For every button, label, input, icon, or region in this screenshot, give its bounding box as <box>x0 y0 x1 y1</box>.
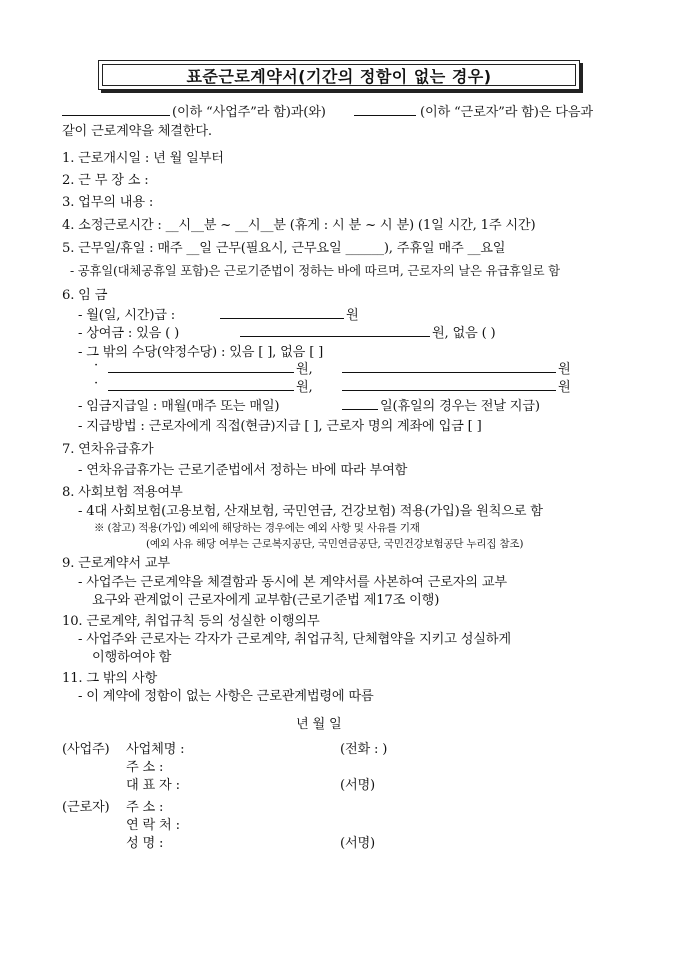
wage-monthly-unit: 원 <box>346 308 359 323</box>
intro-line2: 같이 근로계약을 체결한다. <box>62 124 212 139</box>
employer-sign: (서명) <box>340 778 375 793</box>
page-title: 표준근로계약서(기간의 정함이 없는 경우) <box>186 66 492 86</box>
insurance-note-2: (예외 사유 해당 여부는 근로복지공단, 국민연금공단, 국민건강보험공단 누리집 참조) <box>146 538 524 550</box>
payday-field[interactable] <box>342 397 378 414</box>
allowance-bullet-1: · <box>94 358 98 373</box>
item-holiday-note: - 공휴일(대체공휴일 포함)은 근로기준법이 정하는 바에 따르며, 근로자의 날은 유급휴일로 함 <box>70 263 560 278</box>
bonus-unit: 원, 없음 ( ) <box>432 326 496 341</box>
delivery-desc-1: - 사업주는 근로계약을 체결함과 동시에 본 계약서를 사본하여 근로자의 교부 <box>78 575 507 590</box>
obligation-desc-1: - 사업주와 근로자는 각자가 근로계약, 취업규칙, 단체협약을 지키고 성실하게 <box>78 632 511 647</box>
allowance-unit-1b: 원 <box>558 362 571 377</box>
employee-sign: (서명) <box>340 836 375 851</box>
item-other: 11. 그 밖의 사항 <box>62 671 158 686</box>
item-obligation: 10. 근로계약, 취업규칙 등의 성실한 이행의무 <box>62 614 320 629</box>
allowance-label: - 그 밖의 수당(약정수당) : 있음 [ ], 없음 [ ] <box>78 345 324 360</box>
allowance-field-2a[interactable] <box>108 378 294 395</box>
annual-leave-desc: - 연차유급휴가는 근로기준법에서 정하는 바에 따라 부여함 <box>78 463 408 478</box>
item-delivery: 9. 근로계약서 교부 <box>62 556 170 571</box>
allowance-field-1b[interactable] <box>342 360 556 377</box>
item-work-hours: 4. 소정근로시간 : __시__분 ~ __시__분 (휴게 : 시 분 ~ 시 분) (1일 시간, 1주 시간) <box>62 218 536 233</box>
allowance-bullet-2: · <box>94 376 98 391</box>
employee-tag: (근로자) <box>62 800 110 815</box>
employee-name-label: 성 명 : <box>126 836 164 851</box>
other-desc: - 이 계약에 정함이 없는 사항은 근로관계법령에 따름 <box>78 689 374 704</box>
insurance-note-1: ※ (참고) 적용(가입) 예외에 해당하는 경우에는 예외 사항 및 사유를 기재 <box>94 522 420 534</box>
item-start-date: 1. 근로개시일 : 년 월 일부터 <box>62 151 224 166</box>
allowance-field-1a[interactable] <box>108 360 294 377</box>
intro-employer: (이하 “사업주”라 함)과(와) <box>172 105 326 120</box>
employer-company-label: 사업체명 : <box>126 742 185 757</box>
intro-employee: (이하 “근로자”라 함)은 다음과 <box>420 105 593 120</box>
item-workplace: 2. 근 무 장 소 : <box>62 173 149 188</box>
item-duties: 3. 업무의 내용 : <box>62 195 154 210</box>
employer-tag: (사업주) <box>62 742 110 757</box>
payday-label: - 임금지급일 : 매월(매주 또는 매일) <box>78 399 280 414</box>
allowance-field-2b[interactable] <box>342 378 556 395</box>
item-wage: 6. 임 금 <box>62 288 108 303</box>
employee-address-label: 주 소 : <box>126 800 164 815</box>
wage-monthly-label: - 월(일, 시간)급 : <box>78 308 176 323</box>
payday-tail: 일(휴일의 경우는 전날 지급) <box>380 399 540 414</box>
item-annual-leave: 7. 연차유급휴가 <box>62 442 154 457</box>
insurance-desc: - 4대 사회보험(고용보험, 산재보험, 국민연금, 건강보험) 적용(가입)을 원칙으로 함 <box>78 504 543 519</box>
bonus-label: - 상여금 : 있음 ( ) <box>78 326 180 341</box>
employer-rep-label: 대 표 자 : <box>126 778 180 793</box>
employer-phone: (전화 : ) <box>340 742 388 757</box>
employee-blank[interactable] <box>354 103 416 120</box>
employer-address-label: 주 소 : <box>126 760 164 775</box>
wage-monthly-field[interactable] <box>220 306 344 323</box>
title-box <box>98 60 580 90</box>
employee-contact-label: 연 락 처 : <box>126 818 180 833</box>
item-workdays: 5. 근무일/휴일 : 매주 __일 근무(필요시, 근무요일 ______), 주휴일 매주 __요일 <box>62 241 506 256</box>
bonus-field[interactable] <box>240 324 430 341</box>
pay-method: - 지급방법 : 근로자에게 직접(현금)지급 [ ], 근로자 명의 계좌에 입금 [ ] <box>78 419 482 434</box>
contract-date: 년 월 일 <box>296 717 342 732</box>
allowance-unit-2b: 원 <box>558 380 571 395</box>
obligation-desc-2: 이행하여야 함 <box>92 650 172 665</box>
employer-blank[interactable] <box>62 103 170 120</box>
allowance-unit-2a: 원, <box>296 380 313 395</box>
allowance-unit-1a: 원, <box>296 362 313 377</box>
delivery-desc-2: 요구와 관계없이 근로자에게 교부함(근로기준법 제17조 이행) <box>92 593 440 608</box>
item-insurance: 8. 사회보험 적용여부 <box>62 485 183 500</box>
